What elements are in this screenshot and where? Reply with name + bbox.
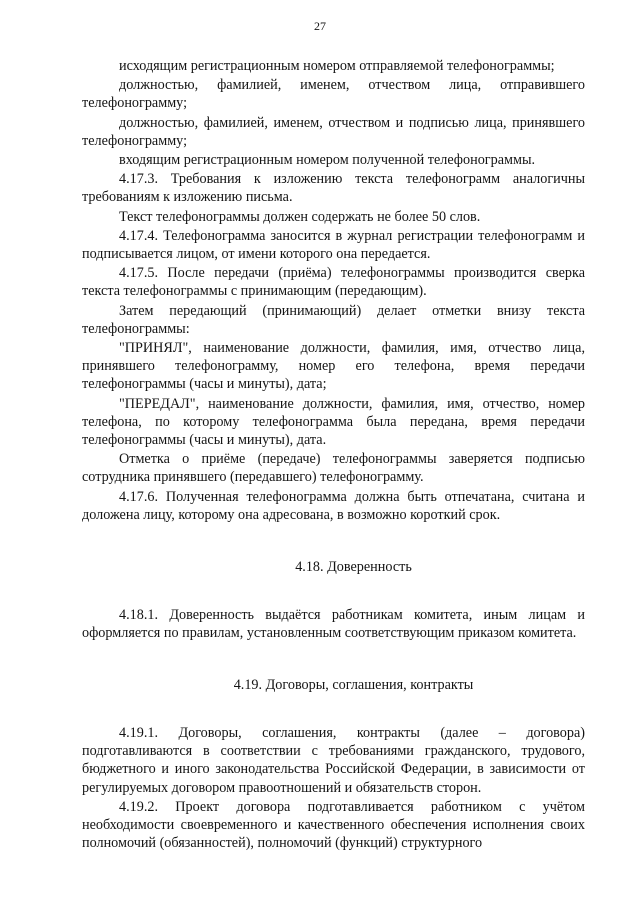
paragraph-4-17-5: 4.17.5. После передачи (приёма) телефонограммы производится сверка текста телефонограммы с принимающим (передающим). xyxy=(82,265,585,300)
paragraph-4-19-2: 4.19.2. Проект договора подготавливается работником с учётом необходимости своевременного и качественного обеспечения исполнения своих полномочий (обязанностей), полномочий (функций) структурного xyxy=(82,798,585,852)
section-heading-4-19: 4.19. Договоры, соглашения, контракты xyxy=(233,676,474,693)
paragraph-signature-note: Отметка о приёме (передаче) телефонограммы заверяется подписью сотрудника принявшего (передавшего) телефонограмму. xyxy=(82,451,585,486)
spacer xyxy=(82,643,585,676)
spacer xyxy=(82,576,585,606)
paragraph-receiver-details: должностью, фамилией, именем, отчеством и подписью лица, принявшего телефонограмму; xyxy=(82,114,585,149)
paragraph-word-limit: Текст телефонограммы должен содержать не более 50 слов. xyxy=(119,208,481,225)
paragraph-4-19-1: 4.19.1. Договоры, соглашения, контракты (далее – договора) подготавливаются в соответствии с требованиями гражданского, трудового, бюджетного и иного законодательства Российской Федерации, в зависимости от регулируемых договором правоотношений и обязательств сторон. xyxy=(82,724,585,796)
section-heading-4-18: 4.18. Доверенность xyxy=(295,559,412,576)
paragraph-marks-intro: Затем передающий (принимающий) делает отметки внизу текста телефонограммы: xyxy=(82,302,585,337)
paragraph-outgoing-number: исходящим регистрационным номером отправляемой телефонограммы; xyxy=(119,58,555,74)
paragraph-4-17-4: 4.17.4. Телефонограмма заносится в журнал регистрации телефонограмм и подписывается лицом, от имени которого она передается. xyxy=(82,227,585,263)
paragraph-accepted-mark: "ПРИНЯЛ", наименование должности, фамилия, имя, отчество лица, принявшего телефонограмму, номер его телефона, время передачи телефонограммы (часы и минуты), дата; xyxy=(82,340,585,393)
page-number: 27 xyxy=(314,19,326,33)
paragraph-4-18-1: 4.18.1. Доверенность выдаётся работникам комитета, иным лицам и оформляется по правилам, установленным соответствующим приказом комитета. xyxy=(82,607,585,642)
paragraph-sender-details: должностью, фамилией, именем, отчеством лица, отправившего телефонограмму; xyxy=(82,77,585,112)
document-body xyxy=(82,57,585,853)
paragraph-sent-mark: "ПЕРЕДАЛ", наименование должности, фамилия, имя, отчество, номер телефона, по которому телефонограмма была передана, время передачи телефонограммы (часы и минуты), дата. xyxy=(82,395,585,449)
paragraph-incoming-number: входящим регистрационным номером полученной телефонограммы. xyxy=(119,152,536,169)
spacer xyxy=(82,694,585,724)
paragraph-4-17-3: 4.17.3. Требования к изложению текста телефонограмм аналогичны требованиям к изложению письма. xyxy=(82,171,585,206)
paragraph-4-17-6: 4.17.6. Полученная телефонограмма должна быть отпечатана, считана и доложена лицу, которому она адресована, в возможно короткий срок. xyxy=(82,488,585,523)
spacer xyxy=(82,525,585,558)
